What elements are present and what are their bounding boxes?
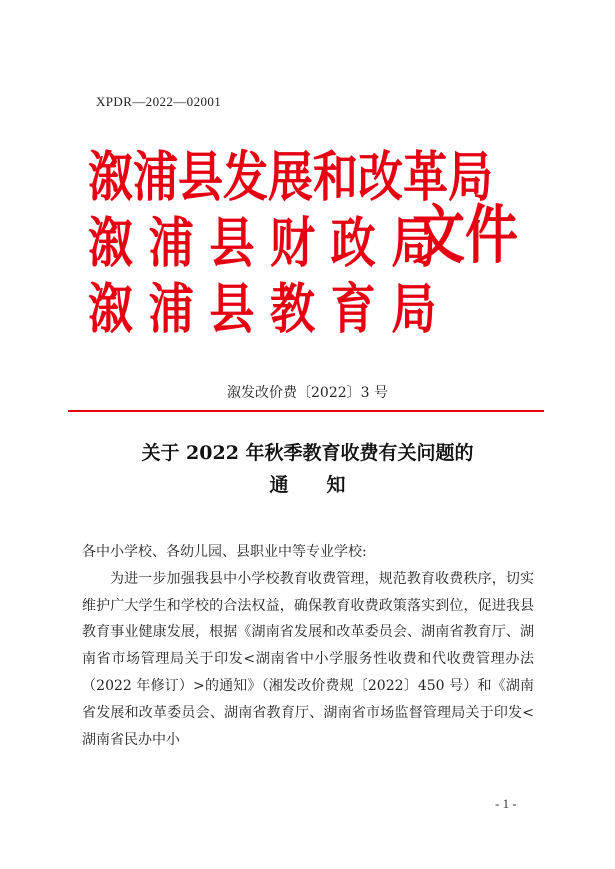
issuer-line-education-bureau: 溆 浦 县 教 育 局 bbox=[88, 277, 437, 341]
page-number: - 1 - bbox=[495, 796, 517, 811]
document-number: 溆发改价费〔2022〕3 号 bbox=[227, 385, 388, 401]
issuer-line-development-reform-bureau: 溆浦县发展和改革局 bbox=[88, 145, 494, 209]
salutation: 各中小学校、各幼儿园、县职业中等专业学校: bbox=[82, 544, 367, 560]
document-body bbox=[82, 539, 534, 753]
issuer-line-finance-bureau: 溆 浦 县 财 政 局 bbox=[88, 211, 437, 275]
issuer-document-suffix: 文件 bbox=[412, 198, 518, 273]
document-title-line-2: 通 知 bbox=[269, 474, 346, 496]
document-title-line-1: 关于 2022 年秋季教育收费有关问题的 bbox=[141, 442, 474, 464]
document-code: XPDR—2022—02001 bbox=[96, 94, 222, 109]
red-divider-line bbox=[68, 410, 544, 412]
body-paragraph: 为进一步加强我县中小学校教育收费管理，规范教育收费秩序，切实维护广大学生和学校的合法权益，确保教育收费政策落实到位，促进我县教育事业健康发展，根据《湖南省发展和改革委员会、湖南省教育厅、湖南省市场管理局关于印发<湖南省中小学服务性收费和代收费管理办法（2022 年修订）>的通知》（湘发改价费规〔2022〕450 号）和《湖南省发展和改革委员会、湖南省教育厅、湖南省市场监督管理局关于印发<湖南省民办中小 bbox=[82, 570, 534, 748]
